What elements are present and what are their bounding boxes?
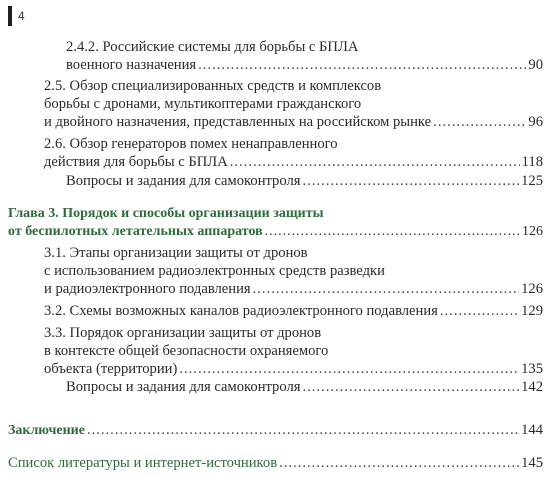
dot-leader: [265, 223, 520, 241]
toc-entry-leader-line: [66, 378, 543, 396]
toc-entry-leader-line: [44, 360, 543, 378]
toc-entry-questions-ch3[interactable]: [66, 378, 543, 396]
toc-entry-title: действия для борьбы с БПЛА: [44, 154, 228, 170]
toc-entry-leader-line: [8, 421, 543, 439]
toc-entry-3-3[interactable]: [44, 324, 543, 378]
toc-entry-3-1[interactable]: [44, 244, 543, 298]
page-number: 4: [18, 9, 25, 23]
toc-entry-title: с использованием радиоэлектронных средств разведки: [44, 263, 385, 279]
toc-entry-questions-ch2[interactable]: [66, 172, 543, 190]
toc-page-number: 118: [521, 154, 543, 170]
toc-entry-leader-line: [44, 153, 543, 171]
toc-entry-leader-line: [8, 223, 543, 241]
toc-entry-leader-line: [66, 172, 543, 190]
toc-page-number: 144: [521, 422, 543, 438]
toc-entry-title: 3.2. Схемы возможных каналов радиоэлектронного подавления: [44, 303, 438, 319]
toc-page-number: 96: [528, 114, 543, 130]
toc-entry-title: в контексте общей безопасности охраняемого: [44, 343, 329, 359]
toc-chapter-title: от беспилотных летательных аппаратов: [8, 224, 263, 239]
toc-entry-conclusion[interactable]: [8, 421, 543, 439]
toc-entry-leader-line: [44, 280, 543, 298]
dot-leader: [302, 378, 519, 396]
dot-leader: [230, 153, 520, 171]
toc-entry-leader-line: [44, 302, 543, 320]
toc-entry-title: борьбы с дронами, мультикоптерами гражданского: [44, 96, 362, 112]
toc-entry-leader-line: [8, 454, 543, 472]
toc-entry-title: 3.1. Этапы организации защиты от дронов: [44, 245, 308, 261]
toc-entry-title: военного назначения: [66, 57, 197, 73]
toc-entry-title: 3.3. Порядок организации защиты от дронов: [44, 325, 322, 341]
toc-entry-leader-line: [66, 56, 543, 74]
toc-page-number: 145: [521, 455, 543, 471]
toc-entry-title: объекта (территории): [44, 361, 178, 377]
dot-leader: [179, 360, 519, 378]
toc-entry-title: Вопросы и задания для самоконтроля: [66, 173, 301, 189]
toc-chapter-title: Глава 3. Порядок и способы организации защиты: [8, 206, 324, 221]
toc-page-number: 129: [521, 303, 543, 319]
toc-entry-3-2[interactable]: [44, 302, 543, 320]
toc-page-number: 126: [522, 224, 543, 239]
dot-leader: [440, 302, 519, 320]
toc-entry-title: 2.6. Обзор генераторов помех ненаправленного: [44, 136, 338, 152]
toc-chapter-title: Список литературы и интернет-источников: [8, 455, 278, 471]
toc-chapter-3[interactable]: [8, 205, 543, 241]
dot-leader: [433, 113, 526, 131]
toc-entry-2-5[interactable]: [44, 77, 543, 131]
toc-entry-leader-line: [44, 113, 543, 131]
toc-entry-2-6[interactable]: [44, 135, 543, 171]
toc-entry-references[interactable]: [8, 454, 543, 472]
dot-leader: [302, 172, 519, 190]
toc-page-number: 125: [521, 173, 543, 189]
dot-leader: [253, 280, 519, 298]
toc-entry-2-4-2[interactable]: [66, 38, 543, 74]
toc-page-number: 90: [528, 57, 543, 73]
toc-entry-title: и двойного назначения, представленных на российском рынке: [44, 114, 432, 130]
toc-entry-title: Вопросы и задания для самоконтроля: [66, 379, 301, 395]
dot-leader: [87, 421, 519, 439]
toc-page-number: 126: [521, 281, 543, 297]
toc-page-number: 142: [521, 379, 543, 395]
dot-leader: [198, 56, 526, 74]
toc-chapter-title: Заключение: [8, 423, 85, 438]
toc-entry-title: 2.5. Обзор специализированных средств и комплексов: [44, 78, 382, 94]
toc-entry-title: 2.4.2. Российские системы для борьбы с БПЛА: [66, 39, 359, 55]
dot-leader: [279, 454, 519, 472]
toc-entry-title: и радиоэлектронного подавления: [44, 281, 251, 297]
toc-page-number: 135: [521, 361, 543, 377]
